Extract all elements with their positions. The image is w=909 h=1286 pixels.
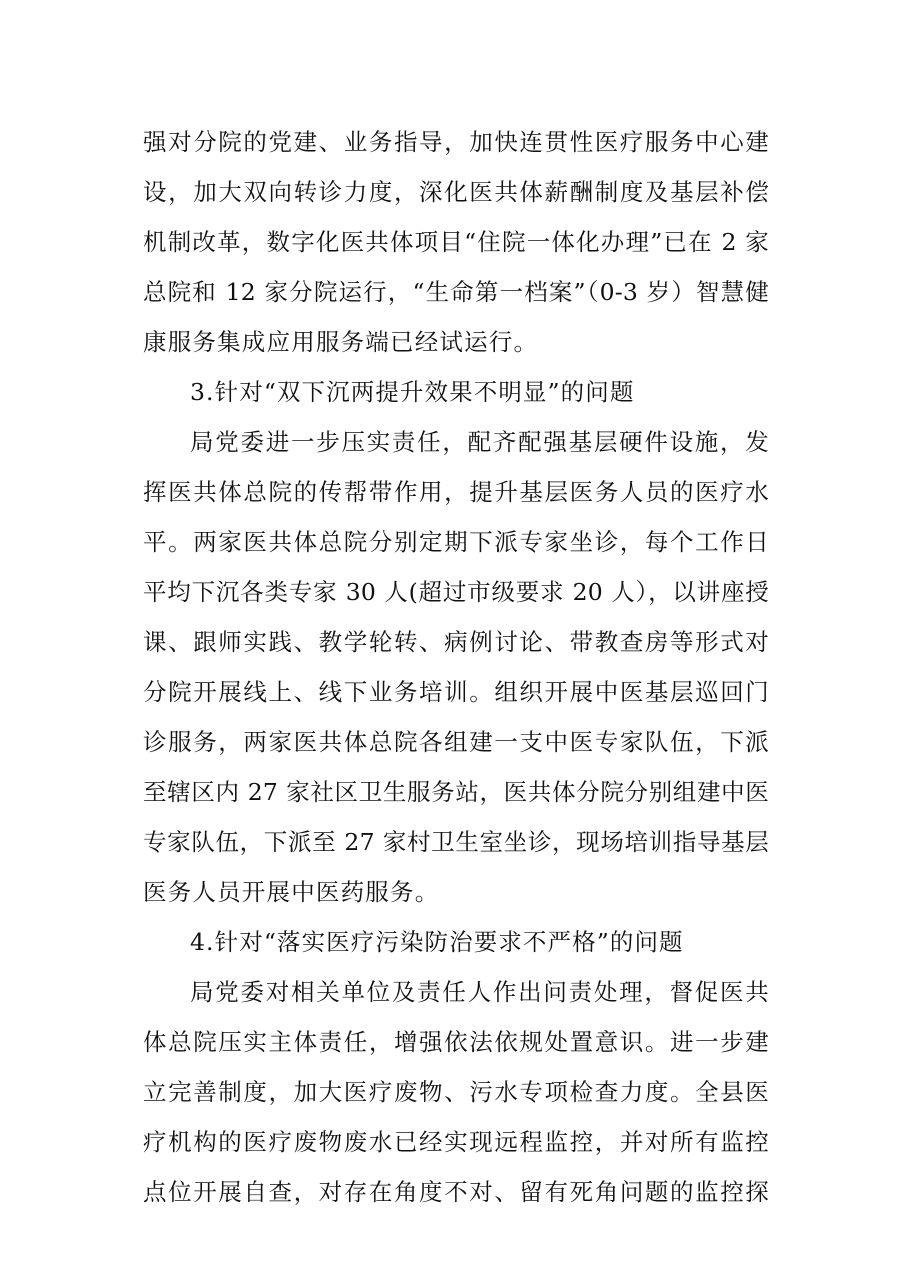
paragraph-line: 立完善制度，加大医疗废物、污水专项检查力度。全县医: [143, 1078, 769, 1106]
section-heading: 4.针对“落实医疗污染防治要求不严格”的问题: [190, 928, 684, 956]
paragraph-line: 诊服务，两家医共体总院各组建一支中医专家队伍，下派: [143, 728, 769, 756]
paragraph-line: 专家队伍，下派至 27 家村卫生室坐诊，现场培训指导基层: [143, 828, 769, 856]
paragraph-line: 至辖区内 27 家社区卫生服务站，医共体分院分别组建中医: [143, 778, 769, 806]
paragraph-line: 体总院压实主体责任，增强依法依规处置意识。进一步建: [143, 1028, 769, 1056]
paragraph-line: 强对分院的党建、业务指导，加快连贯性医疗服务中心建: [143, 128, 769, 156]
paragraph-line: 医务人员开展中医药服务。: [143, 878, 440, 906]
paragraph-line: 局党委对相关单位及责任人作出问责处理，督促医共: [190, 978, 769, 1006]
paragraph-line: 平。两家医共体总院分别定期下派专家坐诊，每个工作日: [143, 528, 769, 556]
paragraph-line: 分院开展线上、线下业务培训。组织开展中医基层巡回门: [143, 678, 769, 706]
section-heading: 3.针对“双下沉两提升效果不明显”的问题: [190, 378, 635, 406]
paragraph-line: 疗机构的医疗废物废水已经实现远程监控，并对所有监控: [143, 1128, 769, 1156]
paragraph-line: 点位开展自查，对存在角度不对、留有死角问题的监控探: [143, 1178, 769, 1206]
paragraph-line: 康服务集成应用服务端已经试运行。: [143, 328, 539, 356]
paragraph-line: 平均下沉各类专家 30 人(超过市级要求 20 人），以讲座授: [143, 578, 769, 606]
paragraph-line: 局党委进一步压实责任，配齐配强基层硬件设施，发: [190, 428, 769, 456]
paragraph-line: 总院和 12 家分院运行，“生命第一档案”（0-3 岁）智慧健: [143, 278, 769, 306]
paragraph-line: 机制改革，数字化医共体项目“住院一体化办理”已在 2 家: [143, 228, 769, 256]
paragraph-line: 课、跟师实践、教学轮转、病例讨论、带教查房等形式对: [143, 628, 769, 656]
paragraph-line: 挥医共体总院的传帮带作用，提升基层医务人员的医疗水: [143, 478, 769, 506]
paragraph-line: 设，加大双向转诊力度，深化医共体薪酬制度及基层补偿: [143, 178, 769, 206]
